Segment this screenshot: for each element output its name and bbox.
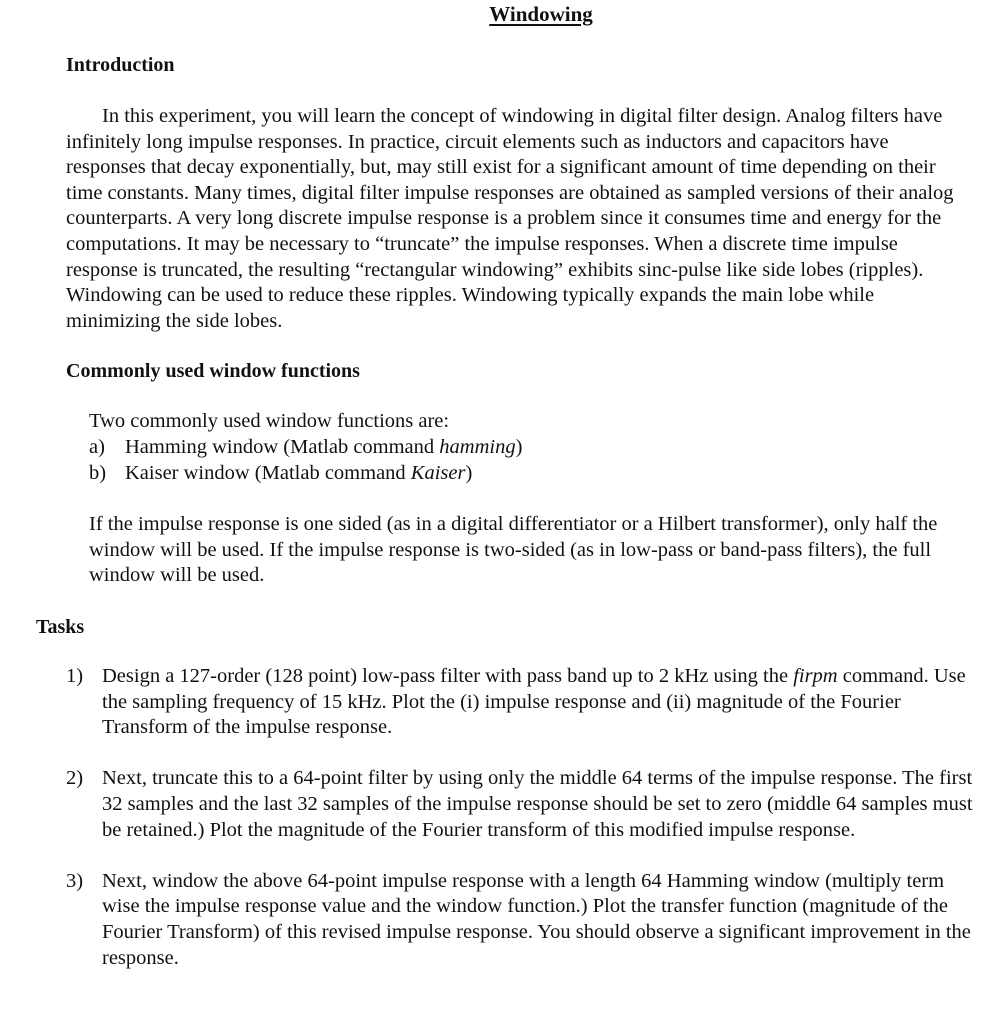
- task-item: [66, 766, 976, 843]
- task-text: Next, window the above 64-point impulse response with a length 64 Hamming window (multiply term wise the impulse response value and the window function.) Plot the transfer function (magnitude of the Fourier Transform) of this revised impulse response. You should observe a significant improvement in the response.: [102, 869, 971, 969]
- list-marker: a): [89, 436, 105, 458]
- tasks-list: [66, 664, 976, 971]
- tasks-heading: Tasks: [36, 616, 85, 638]
- window-functions-lead: Two commonly used window functions are:: [89, 410, 450, 432]
- window-functions-heading: Commonly used window functions: [66, 360, 360, 382]
- task-text: Design a 127-order (128 point) low-pass filter with pass band up to 2 kHz using the: [102, 665, 794, 687]
- list-item: [89, 461, 969, 487]
- list-marker: b): [89, 461, 107, 484]
- matlab-command: firpm: [793, 665, 838, 687]
- list-item-close: ): [465, 461, 473, 484]
- task-marker: 3): [66, 869, 84, 892]
- task-item: [66, 869, 976, 971]
- window-functions-paragraph: If the impulse response is one sided (as in a digital differentiator or a Hilbert transformer), only half the window will be used. If the impulse response is two-sided (as in low-pass or band-pass filters), the full window will be used.: [89, 513, 938, 587]
- task-text-after: command. Use the sampling frequency of 15 kHz. Plot the (i) impulse response and (ii) magnitude of the Fourier Transform of the impulse response.: [102, 665, 966, 739]
- task-item: [66, 664, 976, 741]
- introduction-heading: Introduction: [66, 54, 175, 76]
- page-title: Windowing: [489, 2, 593, 26]
- task-marker: 2): [66, 767, 84, 790]
- introduction-paragraph: In this experiment, you will learn the concept of windowing in digital filter design. Analog filters have infinitely long impulse responses. In practice, circuit elements such as inductors and capacitors have responses that decay exponentially, but, may still exist for a significant amount of time depending on their time constants. Many times, digital filter impulse responses are obtained as sampled versions of their analog counterparts. A very long discrete impulse response is a problem since it consumes time and energy for the computations. It may be necessary to “truncate” the impulse responses. When a discrete time impulse response is truncated, the resulting “rectangular windowing” exhibits sinc-pulse like side lobes (ripples). Windowing can be used to reduce these ripples. Windowing typically expands the main lobe while minimizing the side lobes.: [66, 105, 954, 332]
- list-item: [89, 435, 969, 461]
- list-item-close: ): [515, 436, 523, 458]
- task-text: Next, truncate this to a 64-point filter by using only the middle 64 terms of the impulse response. The first 32 samples and the last 32 samples of the impulse response should be set to zero (middle 64 samples must be retained.) Plot the magnitude of the Fourier transform of this modified impulse response.: [102, 767, 973, 841]
- window-functions-list: [89, 435, 969, 486]
- matlab-command: Kaiser: [410, 461, 466, 484]
- task-marker: 1): [66, 665, 84, 687]
- matlab-command: hamming: [439, 436, 516, 458]
- list-item-text: Kaiser window (Matlab command: [125, 461, 411, 484]
- list-item-text: Hamming window (Matlab command: [125, 436, 440, 458]
